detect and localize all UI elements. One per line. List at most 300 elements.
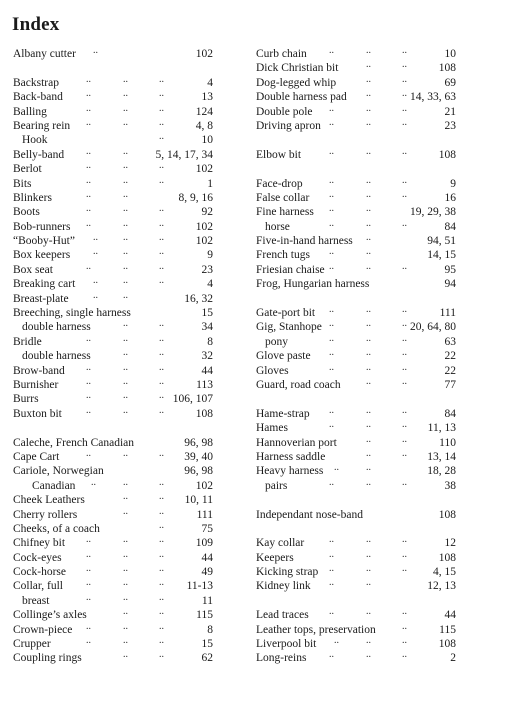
index-page-numbers: 8 [207, 335, 213, 348]
index-entry [13, 145, 213, 162]
index-entry [13, 277, 213, 291]
index-entry [13, 361, 213, 378]
leader-dots: .. [366, 318, 371, 330]
leader-dots: .. [366, 649, 371, 661]
leader-dots: .. [159, 131, 164, 143]
index-term: Back-band [13, 91, 63, 104]
leader-dots: .. [329, 260, 334, 272]
index-page-numbers: 108 [195, 407, 213, 420]
leader-dots: .. [329, 102, 334, 114]
index-entry [13, 205, 213, 219]
leader-dots: .. [86, 563, 91, 575]
leader-dots: .. [402, 116, 407, 128]
leader-dots: .. [366, 534, 371, 546]
leader-dots: .. [329, 174, 334, 186]
leader-dots: .. [366, 174, 371, 186]
index-page-numbers: 108 [438, 508, 456, 521]
leader-dots: .. [366, 563, 371, 575]
leader-dots: .. [366, 433, 371, 445]
leader-dots: .. [159, 275, 164, 287]
index-term: Blinkers [13, 191, 52, 204]
index-page-numbers: 16 [444, 191, 456, 204]
index-page-numbers: 49 [201, 566, 213, 579]
leader-dots: .. [402, 447, 407, 459]
index-entry [256, 433, 456, 450]
index-page-numbers: 10 [444, 48, 456, 60]
leader-dots: .. [402, 404, 407, 416]
index-page-numbers: 34 [201, 321, 213, 334]
index-entry [13, 476, 213, 493]
index-page-numbers: 10, 11 [184, 494, 213, 507]
leader-dots: .. [86, 203, 91, 215]
index-page-numbers: 22 [444, 364, 456, 377]
index-page-numbers: 63 [444, 335, 456, 348]
index-term: Cheek Leathers [13, 494, 85, 507]
index-term: Crown-piece [13, 623, 73, 636]
index-term: Bearing rein [13, 119, 71, 132]
leader-dots: .. [329, 304, 334, 316]
leader-dots: .. [329, 649, 334, 661]
index-term: Dog-legged whip [256, 76, 337, 89]
leader-dots: .. [329, 145, 334, 157]
index-entry [256, 145, 456, 162]
leader-dots: .. [366, 304, 371, 316]
index-term: double harness [22, 350, 91, 363]
leader-dots: .. [366, 116, 371, 128]
leader-dots: .. [159, 246, 164, 258]
leader-dots: .. [402, 620, 407, 632]
index-term: Lead traces [256, 609, 309, 622]
index-term: Gloves [256, 364, 289, 377]
leader-dots: .. [159, 635, 164, 647]
leader-dots: .. [366, 462, 371, 474]
index-entry [256, 404, 456, 421]
index-page-numbers: 9 [207, 249, 213, 262]
index-page-numbers: 62 [201, 652, 213, 665]
index-page-numbers: 75 [201, 522, 213, 535]
leader-dots: .. [159, 476, 164, 488]
index-entry [256, 260, 456, 277]
index-entry [13, 320, 213, 334]
index-term: Belly-band [13, 148, 65, 161]
index-term: Gig, Stanhope [256, 321, 322, 334]
index-term: Cock-eyes [13, 551, 62, 564]
index-spacer [256, 392, 456, 406]
leader-dots: .. [366, 145, 371, 157]
leader-dots: .. [402, 174, 407, 186]
index-entry [13, 162, 213, 176]
index-page-numbers: 4 [207, 76, 213, 89]
index-entry [13, 102, 213, 119]
index-term: Kidney link [256, 580, 311, 593]
index-page-numbers: 110 [439, 436, 456, 449]
leader-dots: .. [86, 174, 91, 186]
index-page-numbers: 96, 98 [184, 436, 213, 449]
index-entry [256, 361, 456, 378]
index-entry [256, 332, 456, 349]
index-page-numbers: 102 [195, 163, 213, 176]
leader-dots: .. [123, 102, 128, 114]
leader-dots: .. [159, 390, 164, 402]
index-term: Driving apron [256, 119, 321, 132]
leader-dots: .. [329, 45, 334, 56]
leader-dots: .. [402, 217, 407, 229]
leader-dots: .. [366, 260, 371, 272]
leader-dots: .. [86, 447, 91, 459]
leader-dots: .. [86, 635, 91, 647]
leader-dots: .. [123, 88, 128, 100]
leader-dots: .. [123, 160, 128, 172]
leader-dots: .. [123, 476, 128, 488]
index-term: Burrs [13, 393, 39, 406]
index-page-numbers: 14, 15 [427, 249, 456, 262]
index-term: double harness [22, 321, 91, 334]
index-entry [256, 375, 456, 392]
leader-dots: .. [366, 45, 371, 56]
index-page-numbers: 8 [207, 623, 213, 636]
index-term: Boots [13, 206, 40, 219]
leader-dots: .. [86, 375, 91, 387]
index-entry [13, 579, 213, 593]
index-term: Heavy harness [256, 465, 324, 478]
leader-dots: .. [329, 347, 334, 359]
index-term: Gate-port bit [256, 307, 316, 320]
index-term: Cape Cart [13, 450, 60, 463]
index-page-numbers: 11 [201, 594, 213, 607]
index-page-numbers: 19, 29, 38 [410, 206, 456, 219]
leader-dots: .. [123, 649, 128, 661]
index-page-numbers: 8, 9, 16 [178, 191, 213, 204]
leader-dots: .. [334, 462, 339, 474]
index-page-numbers: 32 [201, 350, 213, 363]
leader-dots: .. [402, 260, 407, 272]
leader-dots: .. [123, 260, 128, 272]
index-term: Chifney bit [13, 537, 66, 550]
index-entry [13, 332, 213, 349]
leader-dots: .. [366, 404, 371, 416]
index-term: Collar, full [13, 580, 64, 593]
leader-dots: .. [86, 116, 91, 128]
index-entry [256, 205, 456, 219]
index-term: Hannoverian port [256, 436, 337, 449]
leader-dots: .. [329, 332, 334, 344]
leader-dots: .. [329, 563, 334, 575]
leader-dots: .. [159, 505, 164, 517]
index-page-numbers: 13, 14 [427, 450, 456, 463]
index-term: Curb chain [256, 48, 307, 60]
leader-dots: .. [366, 361, 371, 373]
index-entry [256, 447, 456, 464]
leader-dots: .. [159, 217, 164, 229]
index-entry [256, 620, 456, 637]
leader-dots: .. [329, 606, 334, 618]
index-term: Double harness pad [256, 91, 347, 104]
leader-dots: .. [366, 548, 371, 560]
leader-dots: .. [86, 577, 91, 589]
index-entry [256, 277, 456, 291]
leader-dots: .. [123, 505, 128, 517]
index-term: Harness saddle [256, 450, 326, 463]
index-entry [256, 464, 456, 478]
leader-dots: .. [329, 476, 334, 488]
leader-dots: .. [159, 563, 164, 575]
leader-dots: .. [159, 519, 164, 531]
index-term: Cheeks, of a coach [13, 522, 100, 535]
leader-dots: .. [329, 361, 334, 373]
index-entry [13, 436, 213, 450]
leader-dots: .. [159, 318, 164, 330]
index-entry [256, 637, 456, 651]
index-term: Hook [22, 134, 48, 147]
leader-dots: .. [159, 73, 164, 85]
leader-dots: .. [123, 347, 128, 359]
leader-dots: .. [366, 59, 371, 71]
leader-dots: .. [366, 375, 371, 387]
leader-dots: .. [402, 304, 407, 316]
leader-dots: .. [159, 591, 164, 603]
index-page-numbers: 11-13 [186, 580, 213, 593]
index-entry [13, 306, 213, 320]
leader-dots: .. [159, 375, 164, 387]
index-page-numbers: 44 [444, 609, 456, 622]
leader-dots: .. [402, 635, 407, 647]
leader-dots: .. [366, 606, 371, 618]
index-page-numbers: 9 [450, 177, 456, 190]
index-page-numbers: 102 [195, 235, 213, 248]
index-entry [256, 174, 456, 191]
leader-dots: .. [366, 635, 371, 647]
leader-dots: .. [366, 332, 371, 344]
leader-dots: .. [329, 188, 334, 200]
leader-dots: .. [159, 203, 164, 215]
leader-dots: .. [402, 88, 407, 100]
index-page-numbers: 108 [438, 551, 456, 564]
leader-dots: .. [402, 433, 407, 445]
leader-dots: .. [123, 390, 128, 402]
index-page-numbers: 15 [201, 307, 213, 320]
leader-dots: .. [329, 534, 334, 546]
index-entry [256, 536, 456, 550]
index-column-right [256, 47, 456, 666]
index-page-numbers: 44 [201, 551, 213, 564]
index-entry [13, 392, 213, 406]
index-page-numbers: 13 [201, 91, 213, 104]
index-term: Balling [13, 105, 47, 118]
index-page-numbers: 1 [207, 177, 213, 190]
index-page-numbers: 106, 107 [172, 393, 213, 406]
index-page-numbers: 21 [444, 105, 456, 118]
index-term: Glove paste [256, 350, 311, 363]
index-page-numbers: 102 [195, 48, 213, 60]
index-term: Cock-horse [13, 566, 67, 579]
index-page-numbers: 10 [201, 134, 213, 147]
index-entry [13, 565, 213, 579]
index-term: Keepers [256, 551, 294, 564]
index-entry [13, 505, 213, 522]
index-spacer [256, 522, 456, 536]
index-page-numbers: 94, 51 [427, 235, 456, 248]
index-page-numbers: 23 [444, 119, 456, 132]
index-term: Friesian chaise [256, 263, 325, 276]
index-term: Crupper [13, 638, 51, 651]
index-term: Collinge’s axles [13, 609, 87, 622]
leader-dots: .. [123, 548, 128, 560]
index-page-numbers: 102 [195, 220, 213, 233]
index-term: Bridle [13, 335, 42, 348]
index-term: Liverpool bit [256, 638, 317, 651]
index-term: Buxton bit [13, 407, 62, 420]
leader-dots: .. [366, 419, 371, 431]
leader-dots: .. [329, 419, 334, 431]
index-entry [13, 548, 213, 565]
index-page-numbers: 115 [439, 623, 456, 636]
leader-dots: .. [86, 160, 91, 172]
leader-dots: .. [159, 620, 164, 632]
index-entry [256, 188, 456, 205]
leader-dots: .. [402, 606, 407, 618]
leader-dots: .. [159, 160, 164, 172]
leader-dots: .. [334, 635, 339, 647]
leader-dots: .. [402, 375, 407, 387]
leader-dots: .. [86, 534, 91, 546]
index-term: Caleche, French Canadian [13, 436, 135, 449]
index-page-numbers: 84 [444, 220, 456, 233]
index-column-left [13, 47, 213, 666]
leader-dots: .. [123, 188, 128, 200]
index-term: Guard, road coach [256, 378, 341, 391]
leader-dots: .. [366, 347, 371, 359]
index-page-numbers: 95 [444, 263, 456, 276]
leader-dots: .. [329, 548, 334, 560]
leader-dots: .. [123, 375, 128, 387]
index-entry [13, 289, 213, 306]
index-entry [13, 248, 213, 262]
leader-dots: .. [366, 577, 371, 589]
index-page-numbers: 16, 32 [184, 292, 213, 305]
index-entry [256, 608, 456, 622]
index-entry [256, 476, 456, 493]
index-page-numbers: 22 [444, 350, 456, 363]
index-term: Backstrap [13, 76, 59, 89]
index-spacer [256, 292, 456, 306]
index-term: horse [265, 220, 290, 233]
leader-dots: .. [329, 116, 334, 128]
leader-dots: .. [86, 548, 91, 560]
index-page-numbers: 84 [444, 407, 456, 420]
leader-dots: .. [123, 404, 128, 416]
index-term: Hame-strap [256, 407, 310, 420]
index-page-numbers: 111 [439, 307, 456, 320]
index-entry [256, 421, 456, 435]
leader-dots: .. [86, 88, 91, 100]
leader-dots: .. [159, 332, 164, 344]
leader-dots: .. [402, 361, 407, 373]
index-page-numbers: 124 [195, 105, 213, 118]
index-entry [13, 620, 213, 637]
index-page-numbers: 92 [201, 206, 213, 219]
index-entry [256, 61, 456, 75]
index-entry [13, 493, 213, 507]
leader-dots: .. [123, 174, 128, 186]
index-entry [13, 375, 213, 392]
index-page-numbers: 109 [195, 537, 213, 550]
index-page-numbers: 12 [444, 537, 456, 550]
leader-dots: .. [123, 606, 128, 618]
leader-dots: .. [366, 217, 371, 229]
index-entry [256, 217, 456, 234]
index-entry [256, 320, 456, 334]
leader-dots: .. [366, 232, 371, 244]
index-page-numbers: 44 [201, 364, 213, 377]
index-entry [256, 102, 456, 119]
index-spacer [13, 61, 213, 75]
index-entry [13, 217, 213, 234]
index-entry [256, 349, 456, 363]
index-term: Cherry rollers [13, 508, 78, 521]
index-entry [256, 47, 456, 61]
index-term: Double pole [256, 105, 313, 118]
leader-dots: .. [159, 606, 164, 618]
index-term: Burnisher [13, 378, 59, 391]
index-term: Cariole, Norwegian [13, 465, 104, 478]
leader-dots: .. [402, 318, 407, 330]
index-page-numbers: 38 [444, 479, 456, 492]
leader-dots: .. [402, 563, 407, 575]
leader-dots: .. [159, 116, 164, 128]
leader-dots: .. [159, 447, 164, 459]
leader-dots: .. [402, 332, 407, 344]
page-title: Index [12, 14, 60, 35]
index-term: Kay collar [256, 537, 305, 550]
leader-dots: .. [402, 59, 407, 71]
leader-dots: .. [159, 534, 164, 546]
leader-dots: .. [159, 649, 164, 661]
leader-dots: .. [402, 476, 407, 488]
index-entry [13, 651, 213, 665]
index-entry [256, 579, 456, 593]
leader-dots: .. [91, 476, 96, 488]
index-entry [256, 116, 456, 133]
leader-dots: .. [123, 577, 128, 589]
leader-dots: .. [86, 102, 91, 114]
index-entry [13, 116, 213, 133]
leader-dots: .. [402, 347, 407, 359]
index-page-numbers: 5, 14, 17, 34 [155, 148, 213, 161]
index-term: Bob-runners [13, 220, 71, 233]
leader-dots: .. [159, 491, 164, 503]
index-entry [256, 248, 456, 262]
leader-dots: .. [366, 246, 371, 258]
index-page-numbers: 39, 40 [184, 450, 213, 463]
leader-dots: .. [159, 232, 164, 244]
leader-dots: .. [159, 361, 164, 373]
leader-dots: .. [93, 232, 98, 244]
leader-dots: .. [93, 275, 98, 287]
index-term: Canadian [32, 479, 76, 492]
index-page-numbers: 15 [201, 638, 213, 651]
leader-dots: .. [93, 246, 98, 258]
index-page-numbers: 113 [196, 378, 213, 391]
leader-dots: .. [329, 203, 334, 215]
leader-dots: .. [123, 217, 128, 229]
index-entry [13, 637, 213, 651]
leader-dots: .. [329, 404, 334, 416]
leader-dots: .. [329, 217, 334, 229]
leader-dots: .. [123, 73, 128, 85]
leader-dots: .. [402, 102, 407, 114]
index-entry [256, 73, 456, 90]
index-page-numbers: 14, 33, 63 [410, 91, 456, 104]
